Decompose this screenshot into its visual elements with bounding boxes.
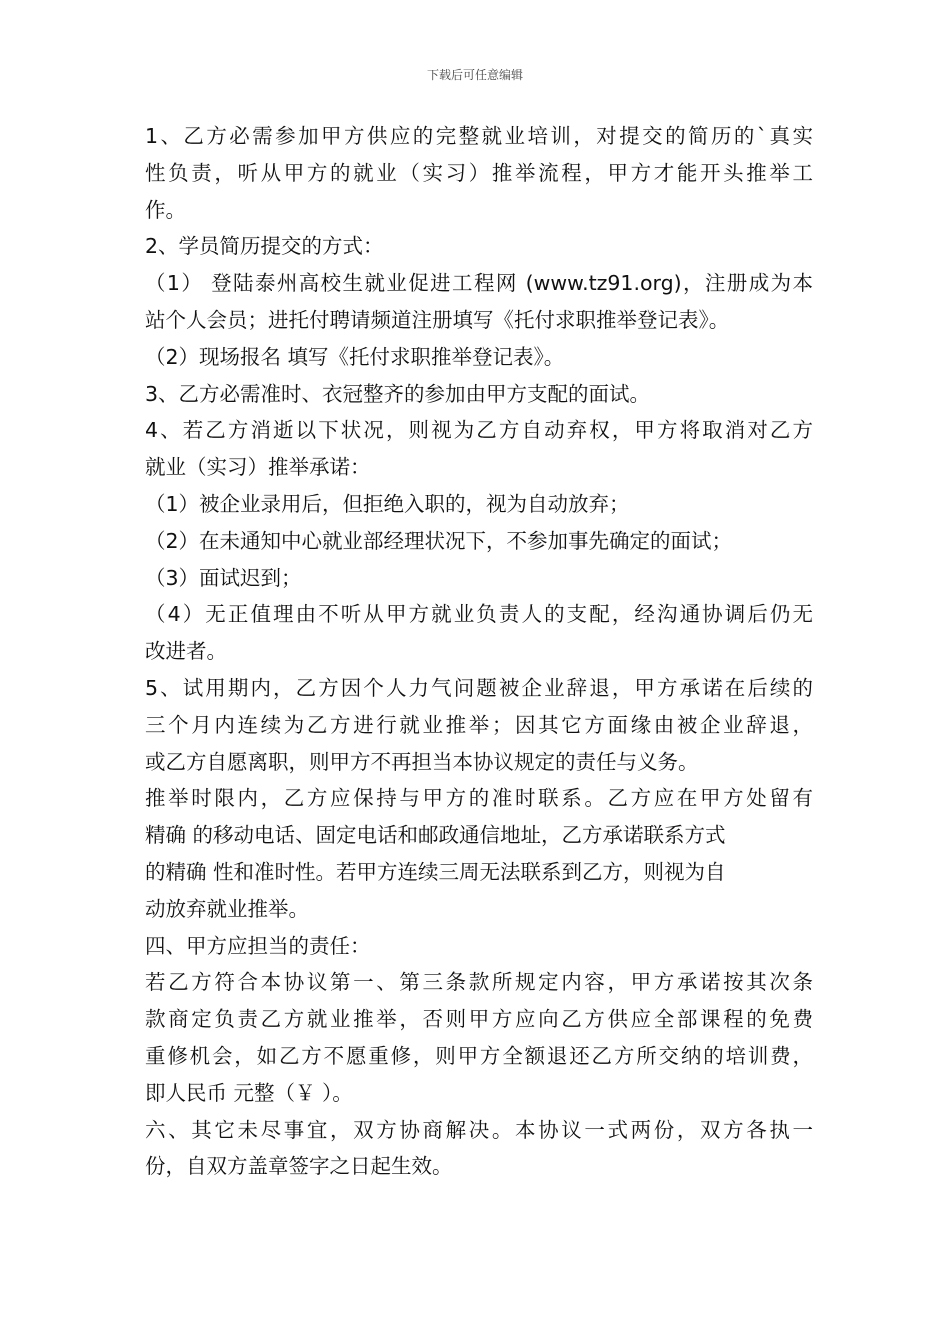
- paragraph-line: 精确 的移动电话、固定电话和邮政通信地址，乙方承诺联系方式: [145, 823, 726, 848]
- section-heading: 四、甲方应担当的责任：: [145, 933, 371, 958]
- paragraph-line: 性负责，听从甲方的就业（实习）推举流程，甲方才能开头推举工: [145, 160, 813, 185]
- page-header: 下载后可任意编辑: [426, 68, 523, 82]
- paragraph-line: （1） 登陆泰州高校生就业促进工程网 (www.tz91.org)，注册成为本: [145, 271, 813, 296]
- paragraph-line: 作。: [145, 197, 186, 222]
- paragraph-line: 改进者。: [145, 639, 227, 664]
- paragraph-line: （3）面试迟到；: [145, 565, 302, 590]
- paragraph-line: 重修机会，如乙方不愿重修，则甲方全额退还乙方所交纳的培训费，: [145, 1043, 813, 1068]
- paragraph-line: （2）现场报名 填写《托付求职推举登记表》。: [145, 344, 565, 369]
- paragraph-line: 份，自双方盖章签字之日起生效。: [145, 1154, 453, 1179]
- paragraph-line: （4）无正值理由不听从甲方就业负责人的支配，经沟通协调后仍无: [145, 602, 813, 627]
- paragraph-line: 若乙方符合本协议第一、第三条款所规定内容，甲方承诺按其次条: [145, 970, 813, 995]
- document-body: [145, 118, 813, 1185]
- paragraph-line: 动放弃就业推举。: [145, 896, 309, 921]
- paragraph-line: 3、乙方必需准时、衣冠整齐的参加由甲方支配的面试。: [145, 381, 651, 406]
- paragraph-line: 2、学员简历提交的方式：: [145, 234, 384, 259]
- paragraph-line: 的精确 性和准时性。若甲方连续三周无法联系到乙方，则视为自: [145, 859, 726, 884]
- paragraph-line: 1、乙方必需参加甲方供应的完整就业培训，对提交的简历的`真实: [145, 124, 813, 148]
- paragraph-line: 三个月内连续为乙方进行就业推举；因其它方面缘由被企业辞退，: [145, 712, 813, 737]
- paragraph-line: 即人民币 元整（￥ ）。: [145, 1080, 353, 1105]
- paragraph-line: 站个人会员；进托付聘请频道注册填写《托付求职推举登记表》。: [145, 307, 730, 332]
- paragraph-line: 就业（实习）推举承诺：: [145, 455, 371, 480]
- paragraph-line: 5、试用期内，乙方因个人力气问题被企业辞退，甲方承诺在后续的: [145, 675, 813, 700]
- paragraph-line: （1）被企业录用后，但拒绝入职的，视为自动放弃；: [145, 491, 630, 516]
- paragraph-line: 4、若乙方消逝以下状况，则视为乙方自动弃权，甲方将取消对乙方: [145, 418, 813, 443]
- paragraph-line: 款商定负责乙方就业推举，否则甲方应向乙方供应全部课程的免费: [145, 1007, 813, 1032]
- paragraph-line: （2）在未通知中心就业部经理状况下，不参加事先确定的面试；: [145, 528, 733, 553]
- paragraph-line: 六、其它未尽事宜，双方协商解决。本协议一式两份，双方各执一: [145, 1117, 813, 1142]
- paragraph-line: 或乙方自愿离职，则甲方不再担当本协议规定的责任与义务。: [145, 749, 699, 774]
- paragraph-line: 推举时限内，乙方应保持与甲方的准时联系。乙方应在甲方处留有: [145, 786, 813, 811]
